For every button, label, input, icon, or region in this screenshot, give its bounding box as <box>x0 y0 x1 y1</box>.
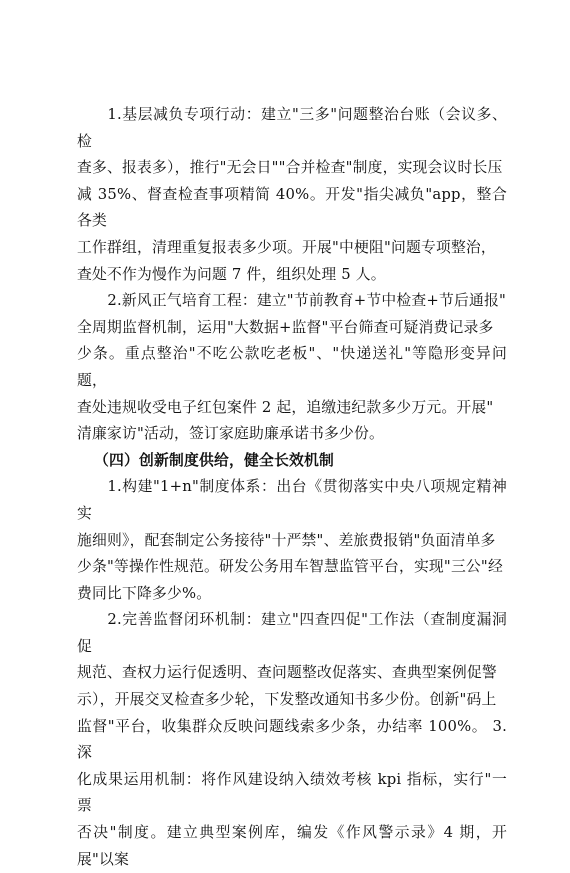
section-heading <box>77 448 507 475</box>
text-line: 减 35%、督查检查事项精简 40%。开发"指尖减负"app，整合各类 <box>77 185 507 230</box>
text-line: 查处不作为慢作为问题 7 件，组织处理 5 人。 <box>77 265 386 283</box>
text-line: 2.新风正气培育工程：建立"节前教育+节中检查+节后通报" <box>107 292 506 310</box>
paragraph-grassroots-burden-reduction <box>77 102 507 288</box>
text-line: 少条"等操作性规范。研发公务用车智慧监管平台，实现"三公"经 <box>77 558 503 576</box>
text-line: 查处违规收受电子红包案件 2 起，追缴违纪款多少万元。开展" <box>77 398 494 416</box>
text-line: 全周期监督机制，运用"大数据+监督"平台筛查可疑消费记录多 <box>77 318 494 336</box>
text-line: 示），开展交叉检查多少轮，下发整改通知书多少份。创新"码上 <box>77 691 497 709</box>
text-line: 工作群组，清理重复报表多少项。开展"中梗阻"问题专项整治， <box>77 238 496 256</box>
paragraph-supervision-loop <box>77 607 507 873</box>
text-line: 化成果运用机制：将作风建设纳入绩效考核 kpi 指标，实行"一票 <box>77 770 507 815</box>
text-line: 查多、报表多），推行"无会日""合并检查"制度，实现会议时长压 <box>77 159 503 177</box>
paragraph-new-ethos-cultivation <box>77 288 507 448</box>
document-body <box>77 102 507 873</box>
text-line: 1.基层减负专项行动：建立"三多"问题整治台账（会议多、检 <box>77 106 507 150</box>
text-line: 规范、查权力运行促透明、查问题整改促落实、查典型案例促警 <box>77 664 497 682</box>
text-line: 清廉家访"活动，签订家庭助廉承诺书多少份。 <box>77 425 384 443</box>
text-line: 2.完善监督闭环机制：建立"四查四促"工作法（查制度漏洞促 <box>77 611 507 655</box>
text-line: 否决"制度。建立典型案例库，编发《作风警示录》4 期，开展"以案 <box>77 824 507 868</box>
text-line: 1.构建"1+n"制度体系：出台《贯彻落实中央八项规定精神实 <box>77 478 507 522</box>
text-line: 监督"平台，收集群众反映问题线索多少条，办结率 100%。 3.深 <box>77 717 507 762</box>
text-line: 费同比下降多少%。 <box>77 584 212 602</box>
text-line: 施细则》，配套制定公务接待"十严禁"、差旅费报销"负面清单多 <box>77 531 496 549</box>
paragraph-institution-system <box>77 474 507 607</box>
section-heading-text: （四）创新制度供给，健全长效机制 <box>94 451 334 469</box>
text-line: 少条。重点整治"不吃公款吃老板"、"快递送礼"等隐形变异问题， <box>77 345 507 389</box>
